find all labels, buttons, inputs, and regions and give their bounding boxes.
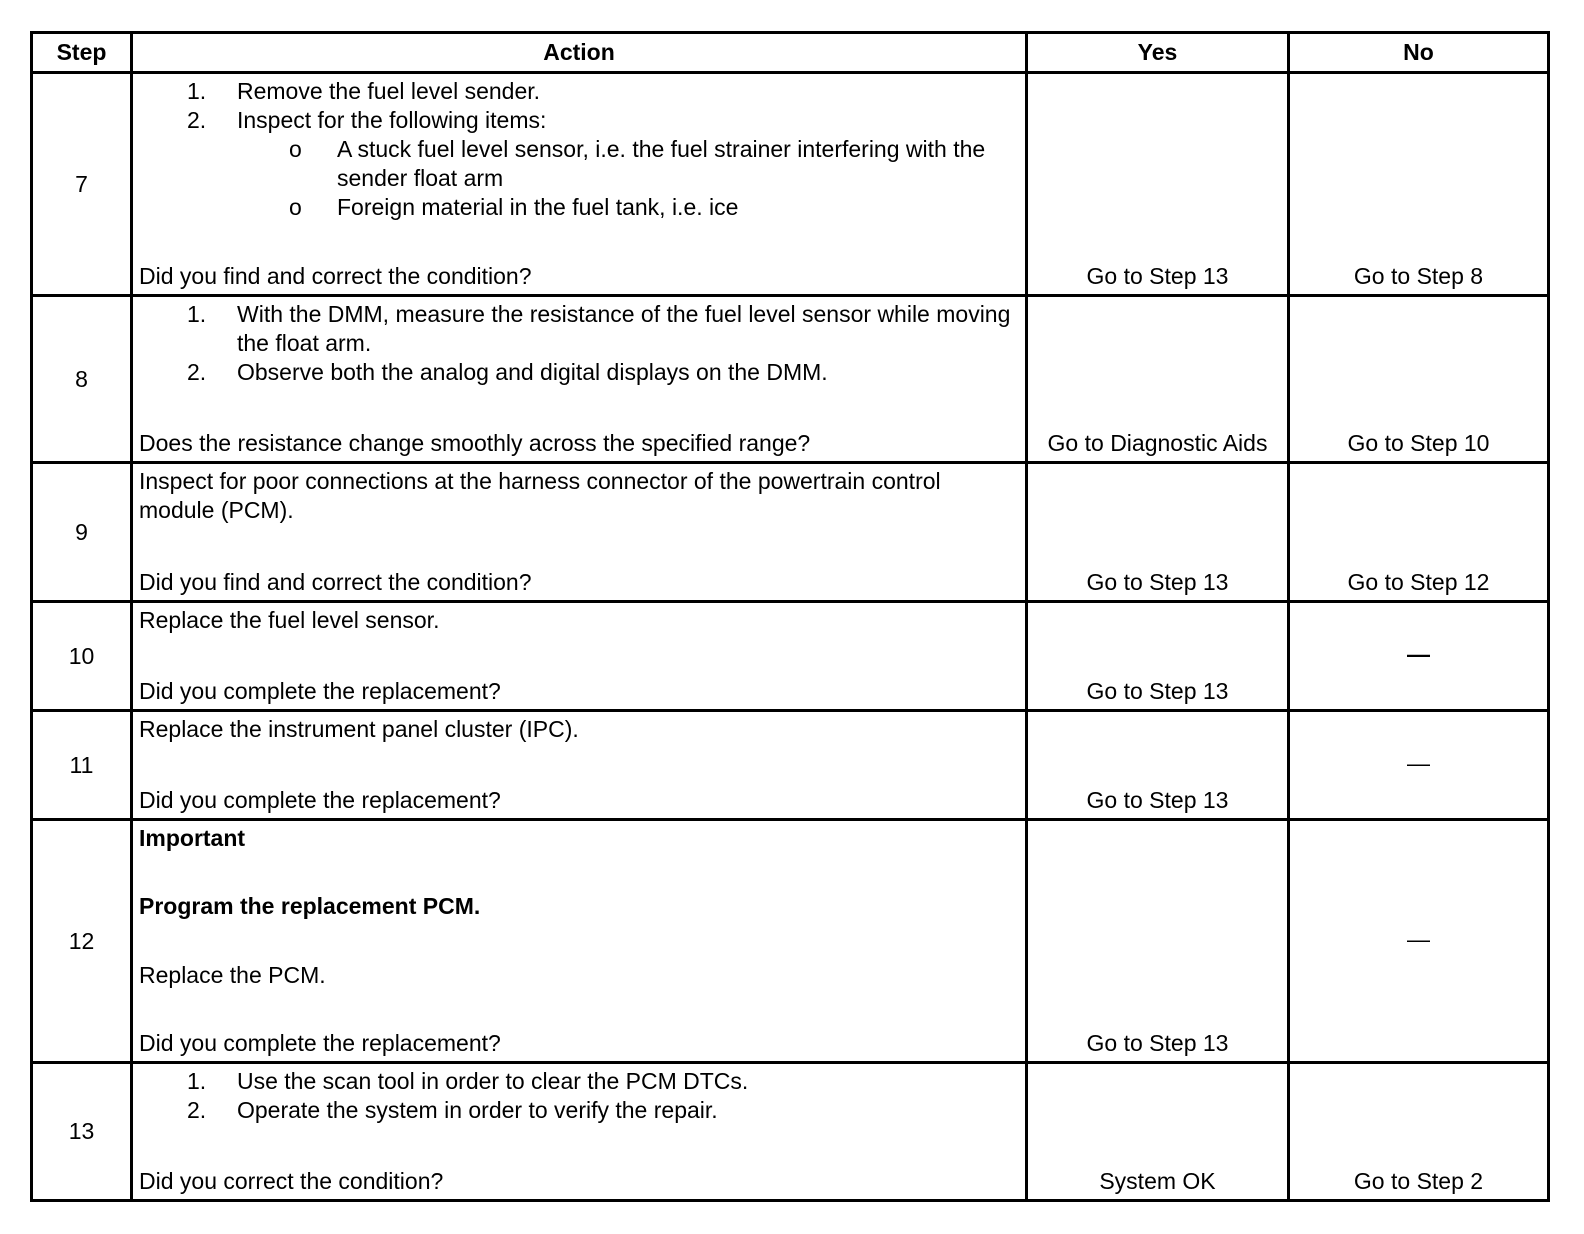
yes-cell: Go to Step 13 [1027, 711, 1289, 820]
action-cell [132, 296, 1027, 463]
action-text: Replace the instrument panel cluster (IPC). [139, 716, 579, 742]
list-item: 1. With the DMM, measure the resistance of the fuel level sensor while moving the float arm. [187, 301, 1011, 356]
list-item: 1. Use the scan tool in order to clear the PCM DTCs. [187, 1068, 749, 1094]
action-text: Inspect for poor connections at the harness connector of the powertrain control module (PCM). [139, 468, 941, 523]
header-yes: Yes [1027, 33, 1289, 73]
action-text: Replace the PCM. [139, 961, 326, 988]
question-text: Does the resistance change smoothly across the specified range? [139, 430, 811, 456]
question-text: Did you complete the replacement? [139, 678, 501, 704]
question-text: Did you correct the condition? [139, 1168, 444, 1194]
no-cell: — [1289, 711, 1549, 820]
yes-cell: Go to Step 13 [1027, 463, 1289, 602]
action-cell [132, 711, 1027, 820]
step-number: 9 [32, 463, 132, 602]
numbered-list [139, 77, 1019, 222]
numbered-list [139, 300, 1019, 387]
question-text: Did you find and correct the condition? [139, 263, 532, 289]
step-number: 13 [32, 1063, 132, 1201]
important-label: Important [139, 825, 246, 851]
no-cell: Go to Step 8 [1289, 73, 1549, 296]
numbered-list [139, 1067, 1019, 1125]
step-number: 12 [32, 820, 132, 1063]
header-no: No [1289, 33, 1549, 73]
table-row [32, 296, 1549, 463]
action-cell [132, 73, 1027, 296]
table-row [32, 463, 1549, 602]
action-text: Replace the fuel level sensor. [139, 607, 440, 633]
list-item: 1. Remove the fuel level sender. [187, 78, 541, 104]
yes-cell: System OK [1027, 1063, 1289, 1201]
question-text: Did you complete the replacement? [139, 787, 501, 813]
yes-cell: Go to Step 13 [1027, 73, 1289, 296]
action-cell [132, 820, 1027, 1063]
step-number: 10 [32, 602, 132, 711]
header-step: Step [32, 33, 132, 73]
list-item: 2. Observe both the analog and digital displays on the DMM. [187, 359, 828, 385]
no-cell: Go to Step 12 [1289, 463, 1549, 602]
step-number: 11 [32, 711, 132, 820]
yes-cell: Go to Step 13 [1027, 602, 1289, 711]
no-cell: — [1289, 820, 1549, 1063]
action-cell [132, 463, 1027, 602]
sub-list [139, 135, 1019, 222]
list-item: 2. Operate the system in order to verify the repair. [187, 1097, 718, 1123]
step-number: 7 [32, 73, 132, 296]
table-row [32, 1063, 1549, 1201]
sub-list-item: o A stuck fuel level sensor, i.e. the fuel strainer interfering with the sender float arm [289, 136, 986, 191]
no-cell: Go to Step 10 [1289, 296, 1549, 463]
table-row [32, 711, 1549, 820]
list-item: 2. Inspect for the following items: o A stuck fuel level sensor, i.e. the fuel strainer interfering with the sender float arm o Foreign material in the fuel tank, i.e. ice [139, 106, 1019, 222]
important-note: Program the replacement PCM. [139, 893, 481, 920]
table-row [32, 820, 1549, 1063]
header-row [32, 33, 1549, 73]
sub-list-item: o Foreign material in the fuel tank, i.e. ice [289, 194, 739, 220]
table-row [32, 602, 1549, 711]
yes-cell: Go to Step 13 [1027, 820, 1289, 1063]
question-text: Did you complete the replacement? [139, 1029, 501, 1056]
header-action: Action [132, 33, 1027, 73]
diagnostic-table [30, 31, 1550, 1202]
action-cell [132, 602, 1027, 711]
step-number: 8 [32, 296, 132, 463]
table-row [32, 73, 1549, 296]
no-cell: Go to Step 2 [1289, 1063, 1549, 1201]
question-text: Did you find and correct the condition? [139, 569, 532, 595]
no-cell: — [1289, 602, 1549, 711]
yes-cell: Go to Diagnostic Aids [1027, 296, 1289, 463]
action-cell [132, 1063, 1027, 1201]
